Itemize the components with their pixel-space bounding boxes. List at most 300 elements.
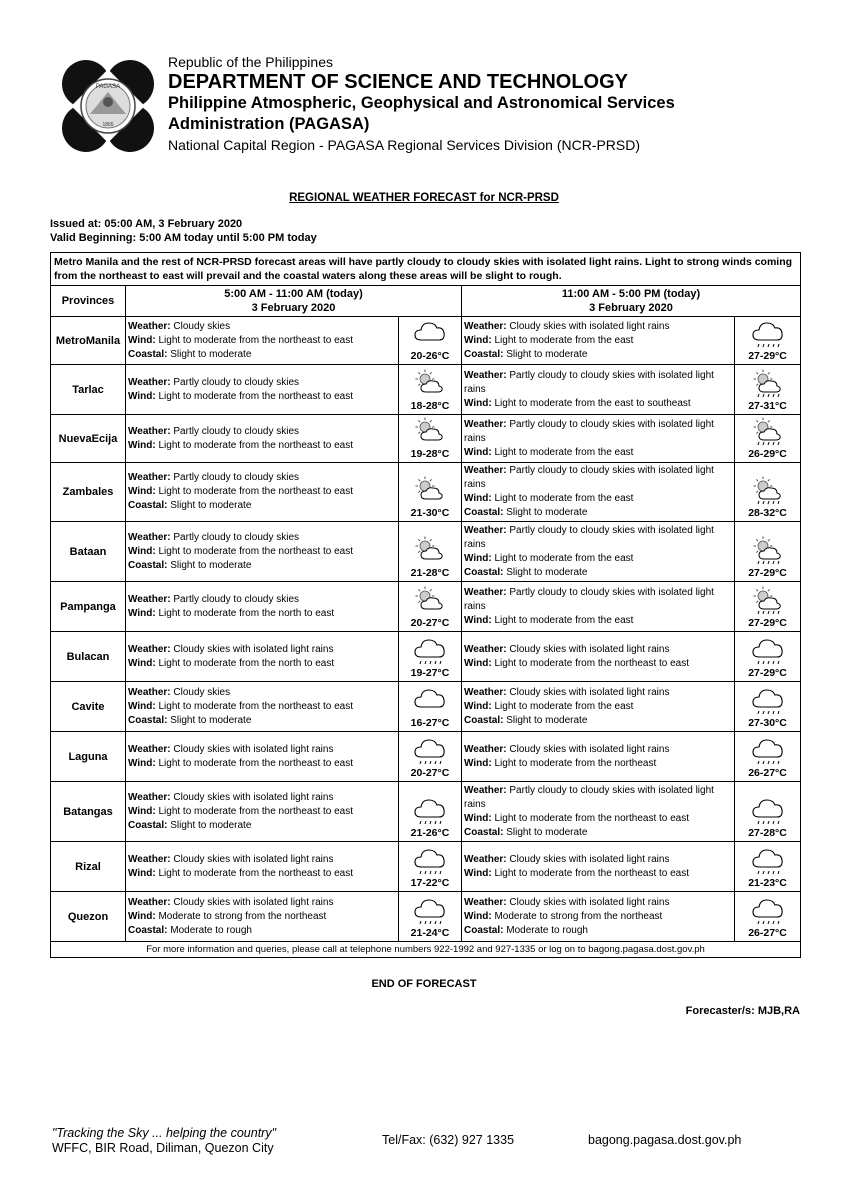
wind-line-label: Wind: (464, 334, 492, 346)
coastal-line-label: Coastal: (128, 500, 168, 511)
wind-line (464, 657, 732, 671)
weather-line-value: Cloudy skies with isolated light rains (173, 791, 334, 803)
wind-line (464, 910, 732, 924)
forecast-icon-cell-p2 (735, 463, 801, 522)
cloudy-rain-icon (750, 895, 786, 925)
coastal-line-label: Coastal: (128, 819, 168, 831)
weather-line-label: Weather: (128, 376, 171, 388)
province-row (51, 365, 801, 415)
partly-cloudy-rain-icon (750, 475, 786, 505)
province-name: Bataan (51, 522, 126, 582)
province-name: Tarlac (51, 365, 126, 415)
temperature-range: 27-28°C (748, 827, 787, 839)
weather-line (128, 320, 396, 334)
partly-cloudy-icon (412, 585, 448, 615)
wind-line (464, 757, 732, 771)
wind-line (464, 492, 732, 506)
temperature-range: 27-29°C (748, 350, 787, 362)
temperature-range: 27-29°C (748, 617, 787, 629)
forecast-desc-p2 (462, 415, 735, 463)
wind-line-value: Light to moderate from the north to east (158, 607, 335, 619)
forecast-icon-cell-p2 (735, 842, 801, 892)
wind-line-label: Wind: (128, 334, 156, 346)
website: bagong.pagasa.dost.gov.ph (588, 1133, 742, 1147)
wind-line (128, 867, 396, 881)
wind-line-value: Light to moderate from the northeast to east (158, 805, 354, 817)
weather-line (464, 784, 732, 812)
province-row (51, 782, 801, 842)
wind-line-label: Wind: (464, 552, 492, 564)
weather-line (128, 791, 396, 805)
coastal-line-value: Slight to moderate (170, 500, 252, 511)
wind-line-label: Wind: (128, 486, 156, 497)
wind-line (464, 552, 732, 566)
wind-line-value: Light to moderate from the east (494, 700, 634, 712)
period2-header (462, 286, 801, 317)
agency-name-line1: Philippine Atmospheric, Geophysical and Astronomical Services (168, 94, 675, 112)
temperature-range: 21-26°C (410, 827, 450, 839)
temperature-range: 26-27°C (748, 927, 787, 939)
coastal-line-value: Moderate to rough (506, 924, 588, 936)
province-row (51, 522, 801, 582)
agency-header (168, 54, 828, 154)
weather-line (464, 743, 732, 757)
cloudy-rain-icon (750, 635, 786, 665)
wind-line-label: Wind: (464, 757, 492, 769)
weather-line-label: Weather: (128, 896, 171, 908)
coastal-line (464, 566, 732, 580)
partly-cloudy-rain-icon (750, 416, 786, 446)
weather-line (128, 853, 396, 867)
province-name: MetroManila (51, 317, 126, 365)
republic-line: Republic of the Philippines (168, 54, 333, 70)
coastal-line-label: Coastal: (464, 714, 504, 726)
province-name: Quezon (51, 892, 126, 942)
weather-line-label: Weather: (128, 791, 171, 803)
province-row (51, 317, 801, 365)
forecast-title: REGIONAL WEATHER FORECAST for NCR-PRSD (289, 192, 559, 204)
weather-line-value: Partly cloudy to cloudy skies with isolated light rains (464, 784, 714, 810)
province-name: Laguna (51, 732, 126, 782)
weather-line (464, 586, 732, 614)
weather-line-value: Partly cloudy to cloudy skies (173, 472, 300, 483)
temperature-range: 21-23°C (748, 877, 787, 889)
weather-line (464, 896, 732, 910)
weather-line-value: Partly cloudy to cloudy skies (173, 531, 300, 543)
weather-line-value: Cloudy skies with isolated light rains (509, 853, 670, 865)
partly-cloudy-icon (412, 368, 448, 398)
temperature-range: 17-22°C (410, 877, 450, 889)
forecast-desc-p2 (462, 463, 735, 522)
wind-line-value: Light to moderate from the northeast to east (158, 700, 354, 712)
forecast-desc-p1 (126, 415, 399, 463)
weather-line-value: Partly cloudy to cloudy skies with isolated light rains (464, 524, 714, 550)
forecast-desc-p2 (462, 782, 735, 842)
forecast-icon-cell-p1 (399, 463, 462, 522)
forecast-desc-p2 (462, 682, 735, 732)
wind-line (464, 446, 732, 460)
province-row (51, 632, 801, 682)
telfax: Tel/Fax: (632) 927 1335 (382, 1133, 515, 1147)
province-name: Rizal (51, 842, 126, 892)
weather-line-value: Partly cloudy to cloudy skies (173, 425, 300, 437)
wind-line (464, 867, 732, 881)
partly-cloudy-rain-icon (750, 585, 786, 615)
wind-line-label: Wind: (464, 397, 492, 409)
weather-line-value: Cloudy skies with isolated light rains (509, 686, 670, 698)
temperature-range: 19-27°C (410, 667, 450, 679)
temperature-range: 16-27°C (410, 717, 450, 729)
weather-line-label: Weather: (128, 425, 171, 437)
weather-line-label: Weather: (128, 853, 171, 865)
weather-line-label: Weather: (464, 418, 507, 430)
forecast-icon-cell-p2 (735, 522, 801, 582)
temperature-range: 27-30°C (748, 717, 787, 729)
wind-line-value: Light to moderate from the northeast to east (158, 486, 354, 497)
wind-line-value: Light to moderate from the northeast to east (494, 657, 690, 669)
weather-line-value: Cloudy skies with isolated light rains (173, 853, 334, 865)
cloudy-rain-icon (412, 635, 448, 665)
temperature-range: 21-24°C (410, 927, 450, 939)
wind-line-label: Wind: (464, 910, 492, 922)
wind-line-label: Wind: (128, 390, 156, 402)
weather-line-label: Weather: (464, 369, 507, 381)
forecast-desc-p1 (126, 782, 399, 842)
period2-date: 3 February 2020 (589, 302, 673, 314)
weather-line-value: Partly cloudy to cloudy skies with isolated light rains (464, 418, 714, 444)
weather-line-label: Weather: (464, 896, 507, 908)
coastal-line (128, 819, 396, 833)
temperature-range: 28-32°C (748, 507, 787, 519)
forecast-desc-p1 (126, 365, 399, 415)
wind-line (128, 439, 396, 453)
weather-line-label: Weather: (128, 643, 171, 655)
weather-line-value: Cloudy skies (173, 320, 231, 332)
wind-line-label: Wind: (128, 910, 156, 922)
forecast-desc-p2 (462, 732, 735, 782)
period2-time: 11:00 AM - 5:00 PM (today) (561, 288, 701, 300)
weather-line-label: Weather: (128, 531, 171, 543)
weather-line (464, 369, 732, 397)
weather-line-value: Cloudy skies with isolated light rains (509, 743, 670, 755)
wind-line-value: Light to moderate from the east (494, 493, 634, 504)
valid-beginning: Valid Beginning: 5:00 AM today until 5:00 PM today (50, 232, 317, 244)
wind-line-label: Wind: (464, 614, 492, 626)
temperature-range: 27-29°C (748, 567, 787, 579)
weather-line (128, 593, 396, 607)
weather-line (128, 531, 396, 545)
forecast-desc-p2 (462, 317, 735, 365)
province-name: NuevaEcija (51, 415, 126, 463)
wind-line (464, 812, 732, 826)
weather-line-label: Weather: (128, 743, 171, 755)
wind-line-label: Wind: (464, 867, 492, 879)
partly-cloudy-icon (412, 416, 448, 446)
issued-at: Issued at: 05:00 AM, 3 February 2020 (50, 218, 243, 230)
coastal-line-label: Coastal: (464, 826, 504, 838)
coastal-line-label: Coastal: (128, 714, 168, 726)
wind-line-value: Light to moderate from the east to southeast (494, 397, 691, 409)
temperature-range: 19-28°C (410, 448, 450, 460)
temperature-range: 27-29°C (748, 667, 787, 679)
forecast-desc-p1 (126, 632, 399, 682)
cloudy-rain-icon (750, 845, 786, 875)
coastal-line-label: Coastal: (464, 566, 504, 578)
temperature-range: 21-28°C (410, 567, 450, 579)
wind-line (128, 700, 396, 714)
temperature-range: 26-27°C (748, 767, 787, 779)
forecast-summary: Metro Manila and the rest of NCR-PRSD forecast areas will have partly cloudy to cloudy skies with isolated light rains. Light to strong winds coming from the northeast to east will prevail and the coastal waters along these areas will be slight to rough. (51, 253, 801, 286)
issue-info (50, 217, 317, 245)
wind-line-label: Wind: (464, 493, 492, 504)
forecast-desc-p1 (126, 582, 399, 632)
forecast-icon-cell-p1 (399, 415, 462, 463)
temperature-range: 21-30°C (410, 507, 450, 519)
wind-line-label: Wind: (464, 446, 492, 458)
forecast-icon-cell-p2 (735, 732, 801, 782)
period1-header (126, 286, 462, 317)
province-name: Pampanga (51, 582, 126, 632)
weather-line-value: Cloudy skies (173, 686, 231, 698)
cloudy-rain-icon (412, 795, 448, 825)
weather-line-value: Cloudy skies with isolated light rains (173, 643, 334, 655)
coastal-line-value: Slight to moderate (506, 507, 588, 518)
province-row (51, 415, 801, 463)
weather-line (464, 686, 732, 700)
forecast-table (50, 252, 801, 958)
weather-line-value: Cloudy skies with isolated light rains (509, 643, 670, 655)
weather-line-label: Weather: (464, 686, 507, 698)
weather-line-value: Cloudy skies with isolated light rains (509, 320, 670, 332)
forecast-icon-cell-p1 (399, 892, 462, 942)
weather-line-label: Weather: (128, 472, 171, 483)
coastal-line (128, 499, 396, 513)
partly-cloudy-rain-icon (750, 368, 786, 398)
forecast-icon-cell-p1 (399, 522, 462, 582)
weather-line-label: Weather: (464, 524, 507, 536)
coastal-line-value: Moderate to rough (170, 924, 252, 936)
forecast-icon-cell-p1 (399, 365, 462, 415)
period1-date: 3 February 2020 (251, 302, 336, 314)
partly-cloudy-icon (412, 535, 448, 565)
wind-line (128, 757, 396, 771)
wind-line-value: Light to moderate from the east (494, 614, 634, 626)
coastal-line (128, 924, 396, 938)
seal-year: 1865 (102, 122, 114, 128)
cloudy-rain-icon (750, 735, 786, 765)
weather-line-label: Weather: (128, 320, 171, 332)
coastal-line (464, 348, 732, 362)
cloudy-rain-icon (412, 895, 448, 925)
forecast-desc-p2 (462, 632, 735, 682)
forecast-icon-cell-p1 (399, 732, 462, 782)
wind-line (128, 607, 396, 621)
agency-name-line2: Administration (PAGASA) (168, 115, 370, 133)
coastal-line-value: Slight to moderate (170, 819, 252, 831)
weather-line-value: Partly cloudy to cloudy skies with isolated light rains (464, 586, 714, 612)
department-name: DEPARTMENT OF SCIENCE AND TECHNOLOGY (168, 71, 629, 93)
coastal-line (464, 506, 732, 520)
wind-line-label: Wind: (128, 545, 156, 557)
forecast-icon-cell-p2 (735, 782, 801, 842)
wind-line-label: Wind: (128, 657, 156, 669)
wind-line-value: Light to moderate from the northeast to east (158, 867, 354, 879)
dost-pagasa-logo (60, 58, 156, 154)
forecast-desc-p1 (126, 463, 399, 522)
weather-line-value: Partly cloudy to cloudy skies (173, 593, 300, 605)
wind-line-label: Wind: (128, 607, 156, 619)
period1-time: 5:00 AM - 11:00 AM (today) (224, 288, 363, 300)
wind-line-value: Light to moderate from the east (494, 552, 634, 564)
weather-line-label: Weather: (464, 320, 507, 332)
wind-line-value: Light to moderate from the northeast to east (494, 867, 690, 879)
province-row (51, 892, 801, 942)
weather-line (464, 853, 732, 867)
footer-tagline-block (52, 1126, 276, 1156)
province-name: Batangas (51, 782, 126, 842)
forecast-desc-p1 (126, 317, 399, 365)
coastal-line-value: Slight to moderate (506, 714, 588, 726)
temperature-range: 18-28°C (410, 400, 450, 412)
forecast-desc-p2 (462, 582, 735, 632)
coastal-line-label: Coastal: (464, 507, 504, 518)
weather-line-value: Cloudy skies with isolated light rains (173, 743, 334, 755)
forecast-icon-cell-p1 (399, 782, 462, 842)
weather-line (464, 643, 732, 657)
weather-line (128, 686, 396, 700)
forecast-icon-cell-p1 (399, 682, 462, 732)
wind-line-label: Wind: (128, 805, 156, 817)
weather-line-label: Weather: (128, 686, 171, 698)
province-row (51, 732, 801, 782)
temperature-range: 27-31°C (748, 400, 787, 412)
weather-line-label: Weather: (464, 853, 507, 865)
partly-cloudy-icon (412, 475, 448, 505)
weather-line-value: Partly cloudy to cloudy skies (173, 376, 300, 388)
forecast-desc-p2 (462, 892, 735, 942)
coastal-line-value: Slight to moderate (506, 566, 588, 578)
forecast-icon-cell-p1 (399, 317, 462, 365)
division-name: National Capital Region - PAGASA Regional Services Division (NCR-PRSD) (168, 137, 641, 153)
coastal-line-label: Coastal: (464, 348, 504, 360)
wind-line-value: Light to moderate from the north to east (158, 657, 335, 669)
forecast-icon-cell-p2 (735, 415, 801, 463)
forecast-icon-cell-p2 (735, 682, 801, 732)
wind-line (128, 545, 396, 559)
province-name: Cavite (51, 682, 126, 732)
forecast-icon-cell-p1 (399, 842, 462, 892)
wind-line (128, 390, 396, 404)
province-name: Zambales (51, 463, 126, 522)
end-of-forecast: END OF FORECAST (371, 978, 477, 990)
forecast-desc-p1 (126, 522, 399, 582)
forecast-desc-p2 (462, 842, 735, 892)
wind-line-label: Wind: (128, 867, 156, 879)
coastal-line (464, 714, 732, 728)
wind-line-value: Light to moderate from the northeast (494, 757, 657, 769)
weather-line-label: Weather: (128, 593, 171, 605)
provinces-header: Provinces (51, 286, 126, 317)
coastal-line-value: Slight to moderate (170, 559, 252, 571)
forecaster: Forecaster/s: MJB,RA (685, 1005, 800, 1017)
cloudy-rain-icon (750, 685, 786, 715)
wind-line-value: Moderate to strong from the northeast (158, 910, 327, 922)
coastal-line-value: Slight to moderate (170, 348, 252, 360)
wind-line (128, 910, 396, 924)
cloudy-icon (412, 318, 448, 348)
forecast-icon-cell-p2 (735, 365, 801, 415)
coastal-line (128, 714, 396, 728)
weather-line-label: Weather: (464, 784, 507, 796)
wind-line (464, 700, 732, 714)
temperature-range: 26-29°C (748, 448, 787, 460)
wind-line (128, 805, 396, 819)
forecast-desc-p1 (126, 682, 399, 732)
forecast-icon-cell-p2 (735, 582, 801, 632)
cloudy-rain-icon (412, 735, 448, 765)
forecast-desc-p1 (126, 732, 399, 782)
weather-line (128, 643, 396, 657)
wind-line-label: Wind: (128, 700, 156, 712)
weather-line-value: Cloudy skies with isolated light rains (173, 896, 334, 908)
weather-line-label: Weather: (464, 586, 507, 598)
coastal-line-label: Coastal: (128, 348, 168, 360)
coastal-line (128, 348, 396, 362)
coastal-line-value: Slight to moderate (170, 714, 252, 726)
coastal-line (464, 826, 732, 840)
wind-line-value: Light to moderate from the northeast to east (158, 757, 354, 769)
weather-line-label: Weather: (464, 643, 507, 655)
wind-line-label: Wind: (464, 700, 492, 712)
wind-line (128, 334, 396, 348)
wind-line-value: Light to moderate from the northeast to east (158, 390, 354, 402)
wind-line (128, 657, 396, 671)
wind-line (464, 334, 732, 348)
forecast-desc-p2 (462, 365, 735, 415)
forecast-desc-p1 (126, 842, 399, 892)
weather-line (128, 743, 396, 757)
contact-note: For more information and queries, please call at telephone numbers 922-1992 and 927-1335 or log on to bagong.pagasa.dost.gov.ph (51, 942, 801, 958)
weather-line-label: Weather: (464, 465, 507, 476)
weather-line (464, 320, 732, 334)
province-row (51, 682, 801, 732)
weather-line-label: Weather: (464, 743, 507, 755)
coastal-line (128, 559, 396, 573)
seal-text: PAGASA (95, 84, 121, 90)
weather-line (128, 425, 396, 439)
weather-line (128, 896, 396, 910)
wind-line-value: Light to moderate from the northeast to east (158, 439, 354, 451)
forecast-icon-cell-p2 (735, 632, 801, 682)
province-row (51, 842, 801, 892)
wind-line-value: Light to moderate from the east (494, 446, 634, 458)
cloudy-rain-icon (412, 845, 448, 875)
address: WFFC, BIR Road, Diliman, Quezon City (52, 1141, 274, 1155)
wind-line-value: Light to moderate from the east (494, 334, 634, 346)
weather-line-value: Cloudy skies with isolated light rains (509, 896, 670, 908)
coastal-line (464, 924, 732, 938)
coastal-line-label: Coastal: (128, 924, 168, 936)
footer-row (51, 942, 801, 958)
tagline: "Tracking the Sky ... helping the country" (52, 1126, 277, 1140)
weather-line (464, 418, 732, 446)
weather-line (128, 471, 396, 485)
coastal-line-value: Slight to moderate (506, 348, 588, 360)
cloudy-icon (412, 685, 448, 715)
cloudy-rain-icon (750, 795, 786, 825)
coastal-line-value: Slight to moderate (506, 826, 588, 838)
forecast-icon-cell-p1 (399, 582, 462, 632)
